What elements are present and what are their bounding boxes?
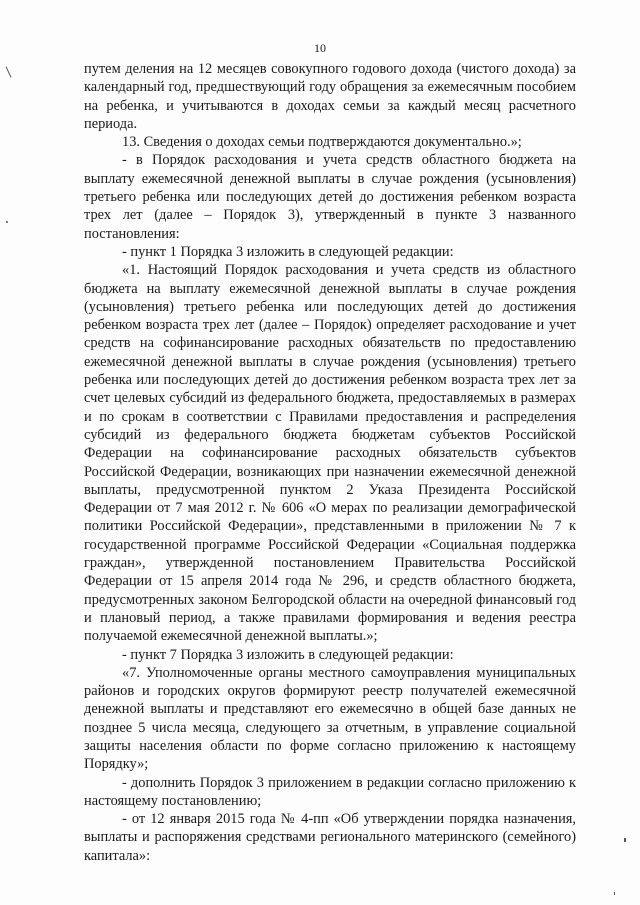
paragraph: - в Порядок расходования и учета средств областного бюджета на выплату ежемесячной денежной выплаты в случае рождения (усыновления) третьего ребенка или последующих детей до достижения ребенком возраста трех лет (далее – Порядок 3), утвержденный в пункте 3 названного постановления:: [84, 152, 576, 242]
document-body: [84, 60, 576, 865]
paragraph: «7. Уполномоченные органы местного самоуправления муниципальных районов и городских округов формируют реестр получателей ежемесячной денежной выплаты и представляют его ежемесячно в общей базе данных не позднее 5 числа месяца, следующего за отчетным, в управление социальной защиты населения области по форме согласно приложению к настоящему Порядку»;: [84, 664, 576, 773]
paragraph: путем деления на 12 месяцев совокупного годового дохода (чистого дохода) за календарный год, предшествующий году обращения за ежемесячным пособием на ребенка, и учитываются в доходах семьи за каждый месяц расчетного периода.: [84, 61, 576, 132]
paragraph: - дополнить Порядок 3 приложением в редакции согласно приложению к настоящему постановлению;: [84, 774, 576, 809]
paragraph: - пункт 1 Порядка 3 изложить в следующей редакции:: [122, 243, 454, 260]
paragraph: «1. Настоящий Порядок расходования и учета средств из областного бюджета на выплату ежемесячной денежной выплаты в случае рождения (усыновления) третьего ребенка или последующих детей до достижения ребенком возраста трех лет (далее – Порядок) определяет расходование и учет средств на софинансирование расходных обязательств по предоставлению ежемесячной денежной выплаты в случае рождения (усыновления) третьего ребенка или последующих детей до достижения ребенком возраста трех лет за счет целевых субсидий из федерального бюджета, предоставляемых в размерах и по срокам в соответствии с Правилами предоставления и распределения субсидий из федерального бюджета бюджетам субъектов Российской Федерации на софинансирование расходных обязательств субъектов Российской Федерации, возникающих при назначении ежемесячной денежной выплаты, предусмотренной пунктом 2 Указа Президента Российской Федерации от 7 мая 2012 г. № 606 «О мерах по реализации демографической политики Российской Федерации», представленными в приложении № 7 к государственной программе Российской Федерации «Социальная поддержка граждан», утвержденной постановлением Правительства Российской Федерации от 15 апреля 2014 года № 296, и средств областного бюджета, предусмотренных законом Белгородской области на очередной финансовый год и плановый период, а также правилами формирования и ведения реестра получаемой ежемесячной денежной выплаты.»;: [84, 262, 576, 645]
paragraph: - от 12 января 2015 года № 4-пп «Об утверждении порядка назначения, выплаты и распоряжения средствами регионального материнского (семейного) капитала»:: [84, 811, 576, 864]
paragraph: 13. Сведения о доходах семьи подтверждаются документально.»;: [122, 134, 522, 151]
scan-artifact-mark: [6, 221, 8, 223]
scan-artifact-mark: [614, 892, 615, 895]
paragraph: - пункт 7 Порядка 3 изложить в следующей редакции:: [122, 646, 454, 663]
scan-artifact-mark: [6, 66, 12, 77]
scan-artifact-mark: [624, 838, 626, 842]
page-number: 10: [314, 41, 326, 55]
